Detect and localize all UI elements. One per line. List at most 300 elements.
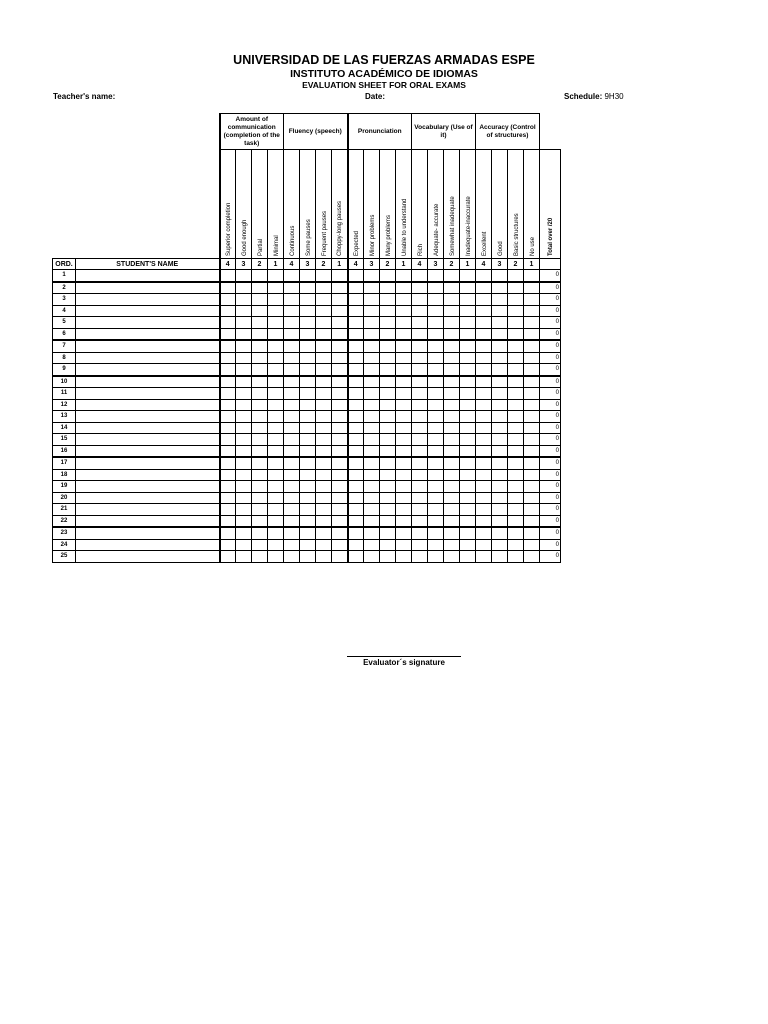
score-cell[interactable] xyxy=(380,411,396,423)
score-cell[interactable] xyxy=(444,399,460,411)
score-cell[interactable] xyxy=(332,270,348,282)
score-cell[interactable] xyxy=(476,317,492,329)
score-cell[interactable] xyxy=(348,305,364,317)
score-cell[interactable] xyxy=(476,422,492,434)
score-cell[interactable] xyxy=(460,305,476,317)
score-cell[interactable] xyxy=(252,305,268,317)
score-cell[interactable] xyxy=(284,340,300,352)
score-cell[interactable] xyxy=(300,305,316,317)
score-cell[interactable] xyxy=(412,492,428,504)
score-cell[interactable] xyxy=(220,282,236,294)
score-cell[interactable] xyxy=(252,270,268,282)
score-cell[interactable] xyxy=(524,270,540,282)
score-cell[interactable] xyxy=(428,457,444,469)
score-cell[interactable] xyxy=(268,422,284,434)
score-cell[interactable] xyxy=(316,422,332,434)
score-cell[interactable] xyxy=(444,504,460,516)
score-cell[interactable] xyxy=(252,317,268,329)
score-cell[interactable] xyxy=(492,328,508,340)
score-cell[interactable] xyxy=(524,434,540,446)
score-cell[interactable] xyxy=(332,282,348,294)
score-cell[interactable] xyxy=(284,527,300,539)
score-cell[interactable] xyxy=(332,317,348,329)
score-cell[interactable] xyxy=(268,492,284,504)
score-cell[interactable] xyxy=(268,294,284,306)
score-cell[interactable] xyxy=(316,294,332,306)
score-cell[interactable] xyxy=(316,317,332,329)
score-cell[interactable] xyxy=(476,376,492,388)
score-cell[interactable] xyxy=(220,539,236,551)
score-cell[interactable] xyxy=(252,551,268,563)
student-name-cell[interactable] xyxy=(76,352,220,364)
score-cell[interactable] xyxy=(252,294,268,306)
score-cell[interactable] xyxy=(300,388,316,400)
score-cell[interactable] xyxy=(492,411,508,423)
score-cell[interactable] xyxy=(396,399,412,411)
score-cell[interactable] xyxy=(316,527,332,539)
score-cell[interactable] xyxy=(236,328,252,340)
score-cell[interactable] xyxy=(220,481,236,493)
score-cell[interactable] xyxy=(380,364,396,376)
score-cell[interactable] xyxy=(492,539,508,551)
score-cell[interactable] xyxy=(364,399,380,411)
score-cell[interactable] xyxy=(364,434,380,446)
score-cell[interactable] xyxy=(268,434,284,446)
score-cell[interactable] xyxy=(524,539,540,551)
score-cell[interactable] xyxy=(348,340,364,352)
score-cell[interactable] xyxy=(284,434,300,446)
score-cell[interactable] xyxy=(380,305,396,317)
score-cell[interactable] xyxy=(476,515,492,527)
score-cell[interactable] xyxy=(284,469,300,481)
score-cell[interactable] xyxy=(508,376,524,388)
score-cell[interactable] xyxy=(524,527,540,539)
score-cell[interactable] xyxy=(252,492,268,504)
score-cell[interactable] xyxy=(396,457,412,469)
score-cell[interactable] xyxy=(300,504,316,516)
score-cell[interactable] xyxy=(380,551,396,563)
score-cell[interactable] xyxy=(524,551,540,563)
score-cell[interactable] xyxy=(348,469,364,481)
score-cell[interactable] xyxy=(364,340,380,352)
score-cell[interactable] xyxy=(332,504,348,516)
score-cell[interactable] xyxy=(284,305,300,317)
score-cell[interactable] xyxy=(236,399,252,411)
score-cell[interactable] xyxy=(524,328,540,340)
score-cell[interactable] xyxy=(524,515,540,527)
score-cell[interactable] xyxy=(396,411,412,423)
score-cell[interactable] xyxy=(348,457,364,469)
score-cell[interactable] xyxy=(236,481,252,493)
score-cell[interactable] xyxy=(508,399,524,411)
score-cell[interactable] xyxy=(380,317,396,329)
score-cell[interactable] xyxy=(396,504,412,516)
score-cell[interactable] xyxy=(284,492,300,504)
score-cell[interactable] xyxy=(476,492,492,504)
score-cell[interactable] xyxy=(316,457,332,469)
score-cell[interactable] xyxy=(252,539,268,551)
score-cell[interactable] xyxy=(444,411,460,423)
score-cell[interactable] xyxy=(524,445,540,457)
score-cell[interactable] xyxy=(508,492,524,504)
score-cell[interactable] xyxy=(316,376,332,388)
score-cell[interactable] xyxy=(460,411,476,423)
score-cell[interactable] xyxy=(348,551,364,563)
score-cell[interactable] xyxy=(460,352,476,364)
score-cell[interactable] xyxy=(412,340,428,352)
score-cell[interactable] xyxy=(492,492,508,504)
score-cell[interactable] xyxy=(492,305,508,317)
score-cell[interactable] xyxy=(444,376,460,388)
score-cell[interactable] xyxy=(364,504,380,516)
score-cell[interactable] xyxy=(300,492,316,504)
score-cell[interactable] xyxy=(428,364,444,376)
score-cell[interactable] xyxy=(236,411,252,423)
score-cell[interactable] xyxy=(348,515,364,527)
score-cell[interactable] xyxy=(508,515,524,527)
score-cell[interactable] xyxy=(316,399,332,411)
student-name-cell[interactable] xyxy=(76,492,220,504)
score-cell[interactable] xyxy=(332,539,348,551)
score-cell[interactable] xyxy=(332,388,348,400)
score-cell[interactable] xyxy=(348,539,364,551)
score-cell[interactable] xyxy=(284,399,300,411)
score-cell[interactable] xyxy=(460,445,476,457)
score-cell[interactable] xyxy=(508,539,524,551)
score-cell[interactable] xyxy=(460,492,476,504)
score-cell[interactable] xyxy=(348,282,364,294)
score-cell[interactable] xyxy=(428,305,444,317)
score-cell[interactable] xyxy=(524,504,540,516)
score-cell[interactable] xyxy=(380,492,396,504)
score-cell[interactable] xyxy=(380,328,396,340)
score-cell[interactable] xyxy=(508,270,524,282)
score-cell[interactable] xyxy=(396,317,412,329)
score-cell[interactable] xyxy=(380,399,396,411)
score-cell[interactable] xyxy=(428,282,444,294)
score-cell[interactable] xyxy=(284,457,300,469)
score-cell[interactable] xyxy=(460,527,476,539)
score-cell[interactable] xyxy=(460,364,476,376)
student-name-cell[interactable] xyxy=(76,294,220,306)
score-cell[interactable] xyxy=(492,317,508,329)
score-cell[interactable] xyxy=(364,492,380,504)
score-cell[interactable] xyxy=(332,376,348,388)
score-cell[interactable] xyxy=(460,551,476,563)
score-cell[interactable] xyxy=(508,469,524,481)
student-name-cell[interactable] xyxy=(76,457,220,469)
score-cell[interactable] xyxy=(428,270,444,282)
score-cell[interactable] xyxy=(348,481,364,493)
score-cell[interactable] xyxy=(220,527,236,539)
score-cell[interactable] xyxy=(268,539,284,551)
score-cell[interactable] xyxy=(412,317,428,329)
score-cell[interactable] xyxy=(444,457,460,469)
score-cell[interactable] xyxy=(332,469,348,481)
score-cell[interactable] xyxy=(524,388,540,400)
score-cell[interactable] xyxy=(220,340,236,352)
score-cell[interactable] xyxy=(412,294,428,306)
score-cell[interactable] xyxy=(316,305,332,317)
score-cell[interactable] xyxy=(300,527,316,539)
score-cell[interactable] xyxy=(412,434,428,446)
score-cell[interactable] xyxy=(252,481,268,493)
score-cell[interactable] xyxy=(476,551,492,563)
score-cell[interactable] xyxy=(380,469,396,481)
score-cell[interactable] xyxy=(300,340,316,352)
score-cell[interactable] xyxy=(508,411,524,423)
score-cell[interactable] xyxy=(236,504,252,516)
score-cell[interactable] xyxy=(380,388,396,400)
score-cell[interactable] xyxy=(524,317,540,329)
score-cell[interactable] xyxy=(412,364,428,376)
score-cell[interactable] xyxy=(444,340,460,352)
score-cell[interactable] xyxy=(348,317,364,329)
student-name-cell[interactable] xyxy=(76,364,220,376)
score-cell[interactable] xyxy=(268,399,284,411)
score-cell[interactable] xyxy=(444,539,460,551)
score-cell[interactable] xyxy=(444,445,460,457)
score-cell[interactable] xyxy=(348,492,364,504)
score-cell[interactable] xyxy=(428,328,444,340)
score-cell[interactable] xyxy=(428,551,444,563)
student-name-cell[interactable] xyxy=(76,411,220,423)
score-cell[interactable] xyxy=(492,399,508,411)
student-name-cell[interactable] xyxy=(76,504,220,516)
score-cell[interactable] xyxy=(380,445,396,457)
score-cell[interactable] xyxy=(476,270,492,282)
score-cell[interactable] xyxy=(284,328,300,340)
score-cell[interactable] xyxy=(236,317,252,329)
student-name-cell[interactable] xyxy=(76,388,220,400)
score-cell[interactable] xyxy=(300,539,316,551)
score-cell[interactable] xyxy=(236,551,252,563)
score-cell[interactable] xyxy=(364,270,380,282)
score-cell[interactable] xyxy=(460,515,476,527)
score-cell[interactable] xyxy=(348,352,364,364)
score-cell[interactable] xyxy=(316,515,332,527)
score-cell[interactable] xyxy=(460,270,476,282)
score-cell[interactable] xyxy=(252,504,268,516)
student-name-cell[interactable] xyxy=(76,282,220,294)
score-cell[interactable] xyxy=(284,445,300,457)
score-cell[interactable] xyxy=(428,445,444,457)
score-cell[interactable] xyxy=(300,481,316,493)
score-cell[interactable] xyxy=(220,411,236,423)
score-cell[interactable] xyxy=(268,481,284,493)
score-cell[interactable] xyxy=(428,411,444,423)
score-cell[interactable] xyxy=(412,457,428,469)
score-cell[interactable] xyxy=(460,388,476,400)
score-cell[interactable] xyxy=(524,481,540,493)
student-name-cell[interactable] xyxy=(76,270,220,282)
score-cell[interactable] xyxy=(316,481,332,493)
score-cell[interactable] xyxy=(364,376,380,388)
score-cell[interactable] xyxy=(364,305,380,317)
score-cell[interactable] xyxy=(364,294,380,306)
score-cell[interactable] xyxy=(524,282,540,294)
score-cell[interactable] xyxy=(396,422,412,434)
score-cell[interactable] xyxy=(236,457,252,469)
score-cell[interactable] xyxy=(268,445,284,457)
score-cell[interactable] xyxy=(428,434,444,446)
score-cell[interactable] xyxy=(412,539,428,551)
score-cell[interactable] xyxy=(364,551,380,563)
score-cell[interactable] xyxy=(284,539,300,551)
score-cell[interactable] xyxy=(396,376,412,388)
score-cell[interactable] xyxy=(252,352,268,364)
score-cell[interactable] xyxy=(252,388,268,400)
score-cell[interactable] xyxy=(380,352,396,364)
score-cell[interactable] xyxy=(460,434,476,446)
score-cell[interactable] xyxy=(300,422,316,434)
score-cell[interactable] xyxy=(508,340,524,352)
score-cell[interactable] xyxy=(428,352,444,364)
score-cell[interactable] xyxy=(348,364,364,376)
score-cell[interactable] xyxy=(252,376,268,388)
score-cell[interactable] xyxy=(236,469,252,481)
score-cell[interactable] xyxy=(364,388,380,400)
score-cell[interactable] xyxy=(508,388,524,400)
score-cell[interactable] xyxy=(380,515,396,527)
score-cell[interactable] xyxy=(460,504,476,516)
score-cell[interactable] xyxy=(220,445,236,457)
score-cell[interactable] xyxy=(316,551,332,563)
score-cell[interactable] xyxy=(476,388,492,400)
score-cell[interactable] xyxy=(316,492,332,504)
score-cell[interactable] xyxy=(396,352,412,364)
score-cell[interactable] xyxy=(460,317,476,329)
score-cell[interactable] xyxy=(412,411,428,423)
score-cell[interactable] xyxy=(252,340,268,352)
score-cell[interactable] xyxy=(252,527,268,539)
score-cell[interactable] xyxy=(252,515,268,527)
score-cell[interactable] xyxy=(396,305,412,317)
score-cell[interactable] xyxy=(300,352,316,364)
score-cell[interactable] xyxy=(444,527,460,539)
score-cell[interactable] xyxy=(492,352,508,364)
student-name-cell[interactable] xyxy=(76,422,220,434)
score-cell[interactable] xyxy=(220,399,236,411)
score-cell[interactable] xyxy=(492,504,508,516)
score-cell[interactable] xyxy=(348,434,364,446)
score-cell[interactable] xyxy=(428,469,444,481)
score-cell[interactable] xyxy=(524,492,540,504)
score-cell[interactable] xyxy=(460,481,476,493)
student-name-cell[interactable] xyxy=(76,434,220,446)
score-cell[interactable] xyxy=(380,434,396,446)
score-cell[interactable] xyxy=(460,539,476,551)
score-cell[interactable] xyxy=(444,492,460,504)
score-cell[interactable] xyxy=(412,504,428,516)
score-cell[interactable] xyxy=(316,504,332,516)
student-name-cell[interactable] xyxy=(76,469,220,481)
score-cell[interactable] xyxy=(460,469,476,481)
score-cell[interactable] xyxy=(332,328,348,340)
score-cell[interactable] xyxy=(220,376,236,388)
score-cell[interactable] xyxy=(364,539,380,551)
score-cell[interactable] xyxy=(268,305,284,317)
score-cell[interactable] xyxy=(444,317,460,329)
score-cell[interactable] xyxy=(380,527,396,539)
score-cell[interactable] xyxy=(300,445,316,457)
score-cell[interactable] xyxy=(348,527,364,539)
score-cell[interactable] xyxy=(348,422,364,434)
score-cell[interactable] xyxy=(268,457,284,469)
score-cell[interactable] xyxy=(220,352,236,364)
score-cell[interactable] xyxy=(396,434,412,446)
score-cell[interactable] xyxy=(236,422,252,434)
score-cell[interactable] xyxy=(268,317,284,329)
score-cell[interactable] xyxy=(412,445,428,457)
score-cell[interactable] xyxy=(396,481,412,493)
score-cell[interactable] xyxy=(444,515,460,527)
score-cell[interactable] xyxy=(412,399,428,411)
score-cell[interactable] xyxy=(492,527,508,539)
score-cell[interactable] xyxy=(284,376,300,388)
score-cell[interactable] xyxy=(492,388,508,400)
score-cell[interactable] xyxy=(268,388,284,400)
score-cell[interactable] xyxy=(508,305,524,317)
score-cell[interactable] xyxy=(412,481,428,493)
score-cell[interactable] xyxy=(428,481,444,493)
score-cell[interactable] xyxy=(284,422,300,434)
score-cell[interactable] xyxy=(284,388,300,400)
score-cell[interactable] xyxy=(412,469,428,481)
score-cell[interactable] xyxy=(316,469,332,481)
score-cell[interactable] xyxy=(524,457,540,469)
score-cell[interactable] xyxy=(236,515,252,527)
score-cell[interactable] xyxy=(460,399,476,411)
score-cell[interactable] xyxy=(508,317,524,329)
score-cell[interactable] xyxy=(364,422,380,434)
score-cell[interactable] xyxy=(412,527,428,539)
score-cell[interactable] xyxy=(508,364,524,376)
score-cell[interactable] xyxy=(300,399,316,411)
score-cell[interactable] xyxy=(236,376,252,388)
score-cell[interactable] xyxy=(444,469,460,481)
score-cell[interactable] xyxy=(300,515,316,527)
score-cell[interactable] xyxy=(364,457,380,469)
score-cell[interactable] xyxy=(492,469,508,481)
score-cell[interactable] xyxy=(300,434,316,446)
score-cell[interactable] xyxy=(364,364,380,376)
score-cell[interactable] xyxy=(428,504,444,516)
score-cell[interactable] xyxy=(236,388,252,400)
score-cell[interactable] xyxy=(284,282,300,294)
score-cell[interactable] xyxy=(332,364,348,376)
score-cell[interactable] xyxy=(348,445,364,457)
score-cell[interactable] xyxy=(524,305,540,317)
score-cell[interactable] xyxy=(348,294,364,306)
score-cell[interactable] xyxy=(348,388,364,400)
score-cell[interactable] xyxy=(252,457,268,469)
score-cell[interactable] xyxy=(492,294,508,306)
score-cell[interactable] xyxy=(428,317,444,329)
score-cell[interactable] xyxy=(428,399,444,411)
score-cell[interactable] xyxy=(396,364,412,376)
score-cell[interactable] xyxy=(380,376,396,388)
score-cell[interactable] xyxy=(220,422,236,434)
score-cell[interactable] xyxy=(460,328,476,340)
score-cell[interactable] xyxy=(284,481,300,493)
score-cell[interactable] xyxy=(444,294,460,306)
score-cell[interactable] xyxy=(444,305,460,317)
score-cell[interactable] xyxy=(508,282,524,294)
score-cell[interactable] xyxy=(460,422,476,434)
score-cell[interactable] xyxy=(380,270,396,282)
score-cell[interactable] xyxy=(492,422,508,434)
